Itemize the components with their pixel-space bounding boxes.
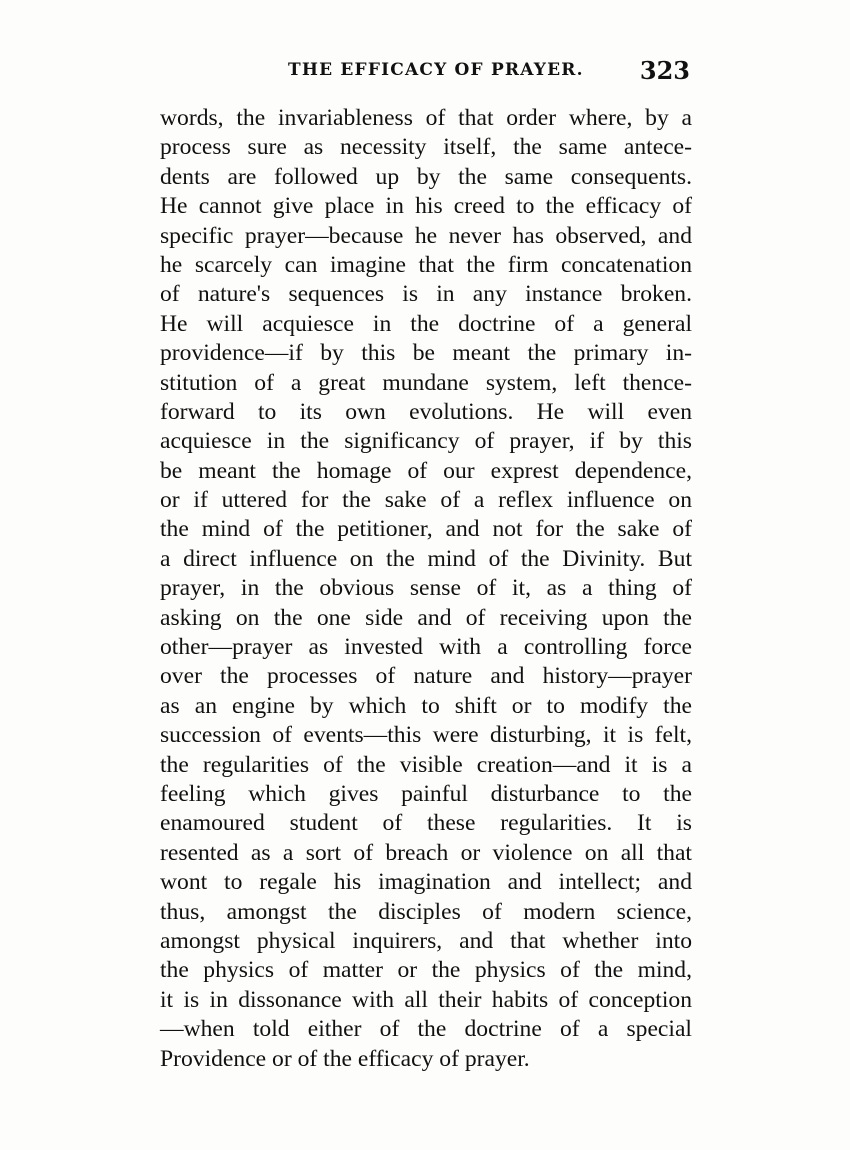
body-text	[160, 104, 692, 1074]
text-line: prayer, in the obvious sense of it, as a thing of	[160, 575, 692, 602]
text-line: succession of events—this were disturbing, it is felt,	[160, 722, 692, 749]
text-line: or if uttered for the sake of a reflex influence on	[160, 487, 692, 514]
text-line: Providence or of the efficacy of prayer.	[160, 1045, 530, 1072]
text-line: a direct influence on the mind of the Divinity. But	[160, 545, 692, 572]
text-line: asking on the one side and of receiving upon the	[160, 604, 692, 631]
text-line: words, the invariableness of that order where, by a	[160, 105, 692, 131]
text-line: be meant the homage of our exprest dependence,	[160, 457, 692, 484]
text-line: he scarcely can imagine that the firm concatenation	[160, 251, 692, 278]
text-line: resented as a sort of breach or violence on all that	[160, 839, 692, 866]
text-line: the physics of matter or the physics of the mind,	[160, 957, 692, 984]
text-line: wont to regale his imagination and intellect; and	[160, 869, 692, 896]
text-line: He will acquiesce in the doctrine of a general	[160, 310, 692, 337]
text-line: it is in dissonance with all their habits of conception	[160, 986, 692, 1013]
text-line: stitution of a great mundane system, left thence-	[160, 369, 692, 396]
text-line: He cannot give place in his creed to the efficacy of	[160, 193, 692, 220]
text-line: forward to its own evolutions. He will even	[160, 398, 692, 425]
text-line: thus, amongst the disciples of modern science,	[160, 898, 692, 925]
text-line: over the processes of nature and history—prayer	[160, 663, 692, 690]
running-head	[160, 56, 690, 86]
running-title: THE EFFICACY OF PRAYER.	[288, 60, 584, 80]
text-line: other—prayer as invested with a controlling force	[160, 634, 692, 661]
text-line: dents are followed up by the same consequents.	[160, 163, 692, 190]
text-line: process sure as necessity itself, the same antece-	[160, 134, 692, 161]
text-line: of nature's sequences is in any instance broken.	[160, 281, 692, 308]
text-line: the mind of the petitioner, and not for the sake of	[160, 516, 692, 543]
page-number: 323	[639, 56, 690, 85]
text-line: acquiesce in the significancy of prayer, if by this	[160, 428, 692, 455]
text-line: specific prayer—because he never has observed, and	[160, 222, 692, 249]
text-line: the regularities of the visible creation—and it is a	[160, 751, 692, 778]
text-line: enamoured student of these regularities. It is	[160, 810, 692, 837]
text-line: feeling which gives painful disturbance to the	[160, 780, 692, 807]
text-line: —when told either of the doctrine of a special	[160, 1016, 692, 1043]
text-line: as an engine by which to shift or to modify the	[160, 692, 692, 719]
text-line: providence—if by this be meant the primary in-	[160, 340, 692, 367]
text-line: amongst physical inquirers, and that whether into	[160, 927, 692, 954]
